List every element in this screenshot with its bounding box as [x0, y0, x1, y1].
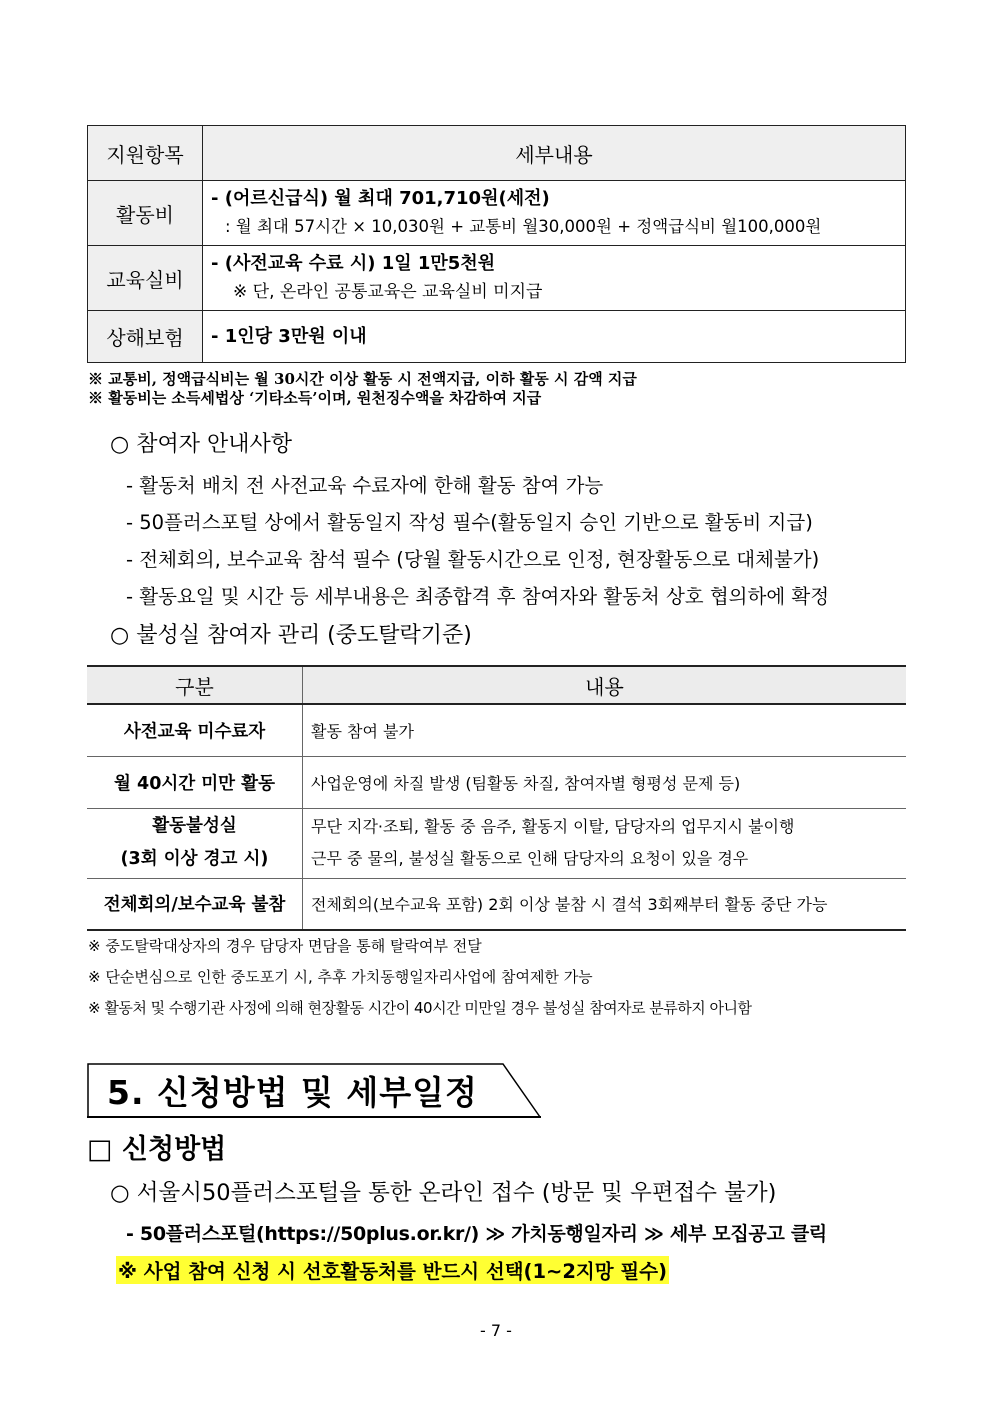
dropout-note: ※ 활동처 및 수행기관 사정에 의해 현장활동 시간이 40시간 미만일 경우 불성실 참여자로 분류하지 아니함	[88, 999, 752, 1017]
row-label: 월 40시간 미만 활동	[87, 756, 303, 808]
row-label: 교육실비	[88, 246, 203, 311]
header-support-item: 지원항목	[88, 126, 203, 181]
support-note: ※ 활동비는 소득세법상 ‘기타소득’이며, 원천징수액을 차감하여 지급	[88, 389, 542, 407]
insincere-heading: ○ 불성실 참여자 관리 (중도탈락기준)	[110, 623, 472, 648]
guide-item: - 50플러스포털 상에서 활동일지 작성 필수(활동일지 승인 기반으로 활동비 지급)	[126, 511, 813, 534]
support-note: ※ 교통비, 정액급식비는 월 30시간 이상 활동 시 전액지급, 이하 활동 시 감액 지급	[88, 370, 637, 388]
table-row	[88, 181, 906, 246]
table-row	[88, 311, 906, 363]
guide-item: - 활동요일 및 시간 등 세부내용은 최종합격 후 참여자와 활동처 상호 협의하에 확정	[126, 585, 830, 608]
row-line: : 월 최대 57시간 × 10,030원 + 교통비 월30,000원 + 정액급식비 월100,000원	[225, 217, 822, 236]
application-method-heading: □ 신청방법	[87, 1134, 227, 1165]
header-content: 내용	[303, 666, 907, 704]
table-row	[87, 756, 906, 808]
row-label: 활동불성실	[152, 816, 237, 836]
row-content: 활동 참여 불가	[303, 704, 907, 756]
table-header-row	[88, 126, 906, 181]
row-label: 상해보험	[88, 311, 203, 363]
row-label: 사전교육 미수료자	[87, 704, 303, 756]
online-application-line: ○ 서울시50플러스포털을 통한 온라인 접수 (방문 및 우편접수 불가)	[110, 1180, 777, 1206]
guide-item: - 전체회의, 보수교육 참석 필수 (당월 활동시간으로 인정, 현장활동으로 대체불가)	[126, 548, 820, 571]
row-label: 활동비	[88, 181, 203, 246]
row-line: ※ 단, 온라인 공통교육은 교육실비 미지급	[233, 282, 543, 302]
table-header-row	[87, 666, 906, 704]
portal-path-line: - 50플러스포털(https://50plus.or.kr/) ≫ 가치동행일자리 ≫ 세부 모집공고 클릭	[126, 1223, 827, 1245]
support-items-table	[87, 125, 906, 363]
table-row	[87, 878, 906, 930]
row-content: 근무 중 물의, 불성실 활동으로 인해 담당자의 요청이 있을 경우	[311, 849, 749, 868]
row-label-sub: (3회 이상 경고 시)	[120, 849, 269, 869]
header-details: 세부내용	[203, 126, 906, 181]
row-line: - (사전교육 수료 시) 1일 1만5천원	[211, 253, 496, 274]
section-5-title: 5. 신청방법 및 세부일정	[107, 1073, 478, 1112]
table-row	[87, 704, 906, 756]
row-content: 사업운영에 차질 발생 (팀활동 차질, 참여자별 형평성 문제 등)	[303, 756, 907, 808]
guide-item: - 활동처 배치 전 사전교육 수료자에 한해 활동 참여 가능	[126, 474, 604, 497]
section-5-header	[87, 1063, 540, 1117]
row-content: 무단 지각·조퇴, 활동 중 음주, 활동지 이탈, 담당자의 업무지시 불이행	[311, 817, 795, 836]
participant-guide-heading: ○ 참여자 안내사항	[110, 432, 292, 457]
page-number: - 7 -	[480, 1321, 512, 1340]
dropout-note: ※ 단순변심으로 인한 중도포기 시, 추후 가치동행일자리사업에 참여제한 가능	[88, 968, 593, 986]
table-row	[88, 246, 906, 311]
row-label: 전체회의/보수교육 불참	[87, 878, 303, 930]
table-row	[87, 808, 906, 878]
header-category: 구분	[87, 666, 303, 704]
insincere-participant-table	[87, 665, 906, 931]
row-line: - 1인당 3만원 이내	[211, 325, 367, 347]
highlighted-notice: ※ 사업 참여 신청 시 선호활동처를 반드시 선택(1~2지망 필수)	[116, 1256, 669, 1284]
row-line: - (어르신급식) 월 최대 701,710원(세전)	[211, 188, 550, 209]
row-content: 전체회의(보수교육 포함) 2회 이상 불참 시 결석 3회째부터 활동 중단 가능	[303, 878, 907, 930]
dropout-note: ※ 중도탈락대상자의 경우 담당자 면담을 통해 탈락여부 전달	[88, 937, 482, 955]
